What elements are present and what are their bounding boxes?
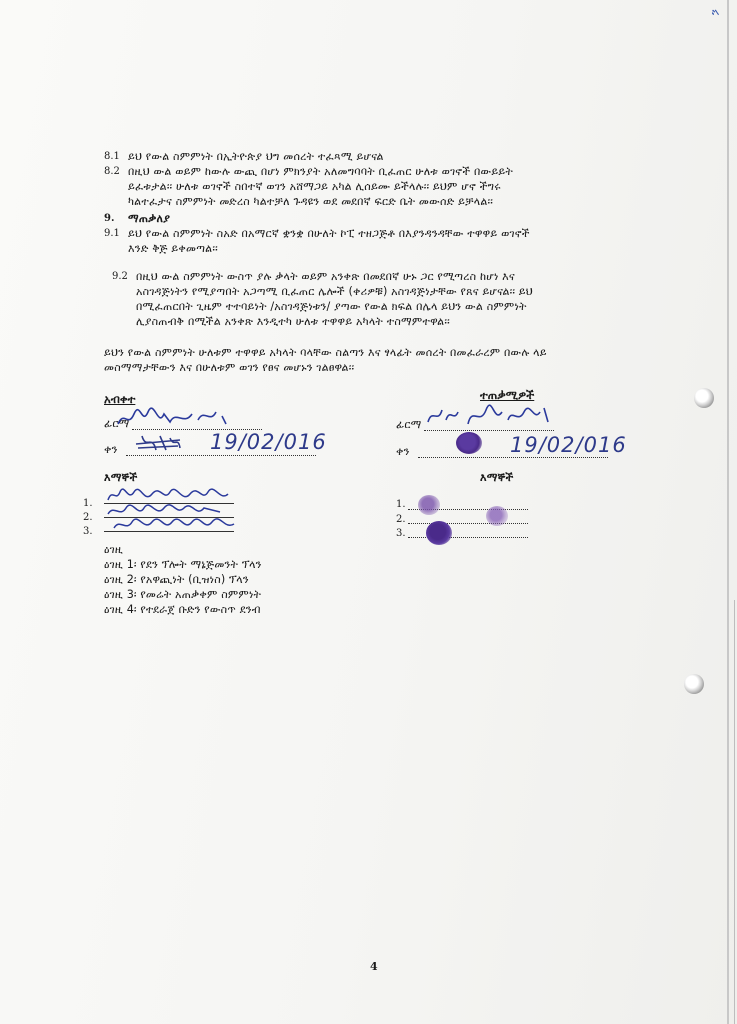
- clause-text: በዚህ ውል ወይም ከውሉ ውጪ በሆነ ምክንያት አለመግባባት ቢፈጠር ሁለቱ ወገኖች በውይይት: [128, 165, 513, 178]
- section-number: 9.: [104, 213, 115, 224]
- clause-text: በሚፈጠርበት ጊዜም ተተባይነት /አስገዳጅነቱን/ ያጣው የውል ክፍል በሌላ ይህን ውል ስምምነት: [136, 300, 527, 313]
- witness-number: 3.: [83, 526, 93, 537]
- right-signature: [424, 400, 554, 434]
- left-date-handwritten: 19/02/016: [210, 430, 327, 454]
- witnesses-heading: እማኞች: [104, 471, 138, 484]
- witness-number: 2.: [396, 514, 406, 525]
- date-label: ቀን: [104, 443, 118, 456]
- clause-number: 8.2: [104, 166, 120, 177]
- left-witness-signatures: [104, 486, 244, 538]
- witness-number: 2.: [83, 512, 93, 523]
- clause-text: ካልተፈታና ስምምነት መድረስ ካልተቻለ ጉዳዩን ወደ መደበኛ ፍርድ ቤት መውሰድ ይቻላል፡፡: [128, 195, 494, 208]
- attachments-title: ዕገዚ: [104, 543, 124, 556]
- date-scribble: [132, 430, 184, 456]
- witness-fingerprint: [418, 495, 440, 515]
- clause-number: 9.2: [112, 271, 128, 282]
- date-line: [418, 457, 608, 458]
- page-edge: [727, 0, 729, 1024]
- clause-text: አስገዳጅነትን የሚያጣበት አጋጣሚ ቢፈጠር ሌሎች (ቀሪዎቹ) አስገዳጅነታቸው የጸና ይሆናል፡፡ ይህ: [136, 285, 533, 298]
- witnesses-heading: እማኞች: [480, 471, 514, 484]
- right-date-handwritten: 19/02/016: [510, 433, 627, 457]
- witness-fingerprint: [486, 506, 508, 526]
- clause-text: ይህ የውል ስምምነት ስአድ በአማርኛ ቋንቋ በሁለት ኮፒ ተዘጋጅቶ በእያንዳንዳቸው ተዋዋይ ወገኖች: [128, 227, 530, 240]
- punch-hole-top: [694, 388, 714, 408]
- witness-line: [408, 523, 528, 524]
- right-party-heading: ተጠቃሚዎች: [480, 388, 535, 402]
- clause-text: ይህ የውል ስምምነት በኢትዮጵያ ህግ መሰረት ተፈጻሚ ይሆናል: [128, 150, 384, 163]
- closing-text: ይህን የውል ስምምነት ሁለቱም ተዋዋይ አካላት ባላቸው ስልጣን እና ፃላፊት መሰረት በመፈራረም በውሉ ላይ: [104, 346, 547, 359]
- section-heading: ማጠቃለያ: [128, 212, 171, 225]
- page-edge-secondary: [734, 600, 735, 1024]
- closing-text: መስማማታቸውን እና በሁለቱም ወገን የፀና መሆኑን ገልፀዋል፡፡: [104, 361, 355, 374]
- clause-text: ሊያስጠብቅ በሚችል አንቀጽ እንዲተካ ሁለቱ ተዋዋይ አካላት ተስማምተዋል፡፡: [136, 315, 450, 328]
- attachment-item: ዕገዚ 1፡ የደን ፕሎት ማኔጅመንት ፕላን: [104, 558, 262, 571]
- clause-text: ይፈቱታል፡፡ ሁለቱ ወገኖች ስበተኛ ወገን አሸማጋይ አካል ሊሰይሙ ይችላሉ፡፡ ይህም ሆኖ ችግሩ: [128, 180, 501, 193]
- signature-label: ፊርማ: [104, 417, 130, 430]
- witness-number: 1.: [396, 499, 406, 510]
- clause-number: 8.1: [104, 151, 120, 162]
- witness-number: 3.: [396, 528, 406, 539]
- attachment-item: ዕገዚ 2፡ የአዋጪነት (ቢዝነስ) ፕላን: [104, 573, 249, 586]
- clause-number: 9.1: [104, 228, 120, 239]
- right-party-fingerprint: [456, 432, 482, 454]
- witness-number: 1.: [83, 498, 93, 509]
- clause-text: እንድ ቅጅ ይቀመጣል፡፡: [128, 242, 218, 255]
- attachment-item: ዕገዚ 3፡ የመሬት አጠቃቀም ስምምነት: [104, 588, 262, 601]
- page-number: 4: [370, 960, 378, 973]
- punch-hole-bottom: [684, 674, 704, 694]
- left-party-heading: አብቀተ: [104, 392, 136, 406]
- date-label: ቀን: [396, 445, 410, 458]
- attachment-item: ዕገዚ 4፡ የተደራጀ ቡድን የውስጥ ደንብ: [104, 603, 261, 616]
- corner-handwritten-mark: ን: [707, 8, 724, 19]
- signature-label: ፊርማ: [396, 418, 422, 431]
- witness-fingerprint: [426, 521, 452, 545]
- clause-text: በዚህ ውል ስምምነት ውስጥ ያሉ ቃላት ወይም አንቀጽ በመደበኛ ሁኑ ጋር የሚጣረስ ከሆነ እና: [136, 270, 515, 283]
